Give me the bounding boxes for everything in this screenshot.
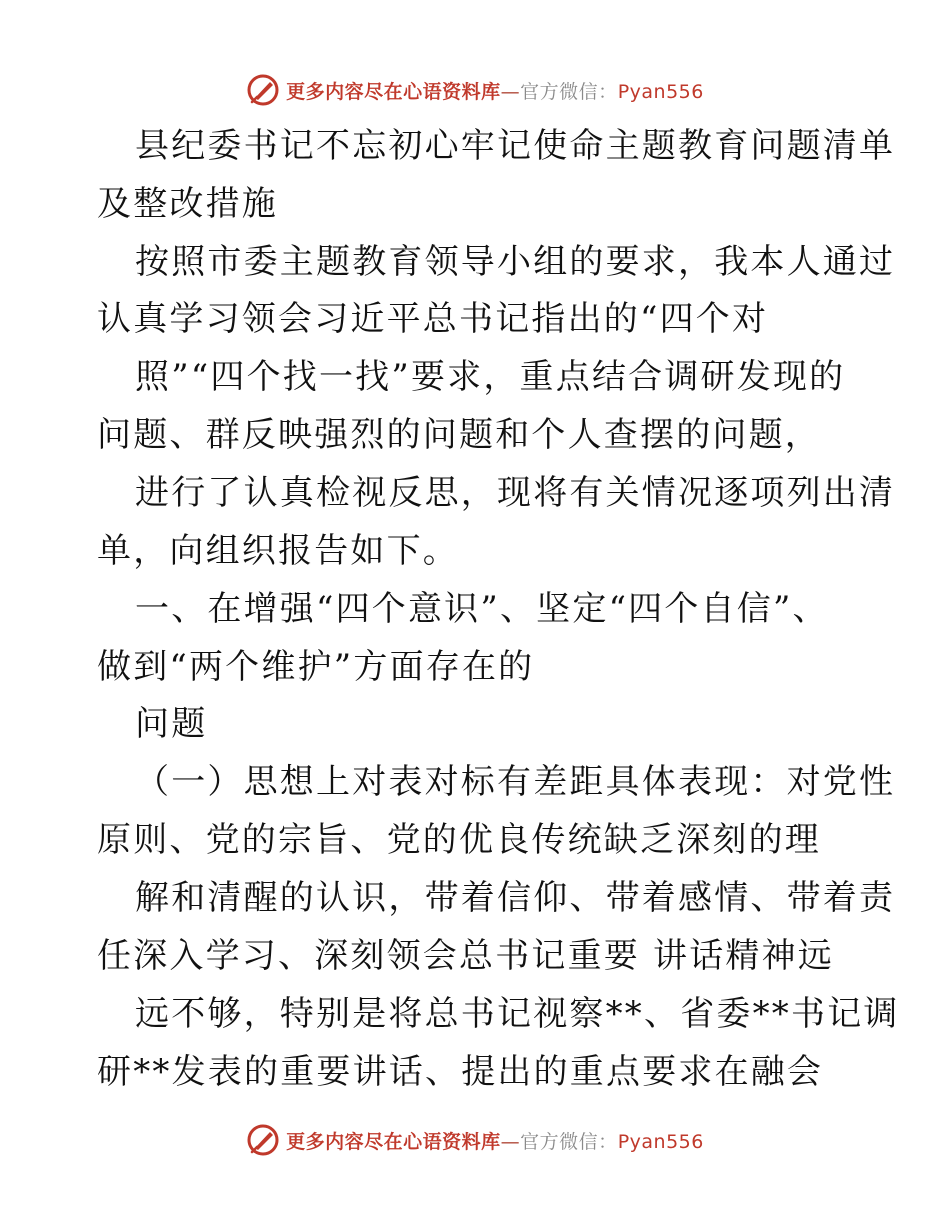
- quill-circle-logo-icon: [246, 1123, 280, 1157]
- header-wechat-id: Pyan556: [617, 80, 704, 103]
- paragraph-line: 照”“四个找一找”要求，重点结合调研发现的: [135, 357, 846, 397]
- footer-wechat-label: 官方微信：: [520, 1130, 618, 1153]
- document-title-line-1: 县纪委书记不忘初心牢记使命主题教育问题清单: [135, 126, 896, 166]
- document-title-line-2: 及整改措施: [97, 184, 278, 224]
- paragraph-line: 认真学习领会习近平总书记指出的“四个对: [97, 299, 769, 339]
- footer-site-text: 更多内容尽在心语资料库: [286, 1130, 501, 1153]
- paragraph-line: 单，向组织报告如下。: [97, 531, 459, 571]
- header-site-text: 更多内容尽在心语资料库: [286, 80, 501, 103]
- subsection-line: （一）思想上对表对标有差距具体表现：对党性: [135, 762, 896, 802]
- footer-banner: [0, 1120, 950, 1160]
- footer-banner-text: [286, 1127, 704, 1154]
- paragraph-line: 原则、党的宗旨、党的优良传统缺乏深刻的理: [97, 820, 821, 860]
- paragraph-line: 按照市委主题教育领导小组的要求，我本人通过: [135, 242, 896, 282]
- section-heading-line: 做到“两个维护”方面存在的: [97, 647, 535, 687]
- paragraph-line: 问题、群反映强烈的问题和个人查摆的问题，: [97, 415, 821, 455]
- section-heading-line: 一、在增强“四个意识”、坚定“四个自信”、: [135, 589, 829, 629]
- paragraph-line: 远不够，特别是将总书记视察**、省委**书记调: [135, 994, 900, 1034]
- footer-wechat-id: Pyan556: [617, 1130, 704, 1153]
- footer-separator: —: [500, 1130, 521, 1153]
- paragraph-line: 任深入学习、深刻领会总书记重要 讲话精神远: [97, 936, 835, 976]
- paragraph-line: 进行了认真检视反思，现将有关情况逐项列出清: [135, 473, 896, 513]
- header-wechat-label: 官方微信：: [520, 80, 618, 103]
- paragraph-line: 解和清醒的认识，带着信仰、带着感情、带着责: [135, 878, 896, 918]
- paragraph-line: 研**发表的重要讲话、提出的重点要求在融会: [97, 1052, 824, 1092]
- section-heading-line: 问题: [135, 704, 208, 744]
- header-separator: —: [500, 80, 521, 103]
